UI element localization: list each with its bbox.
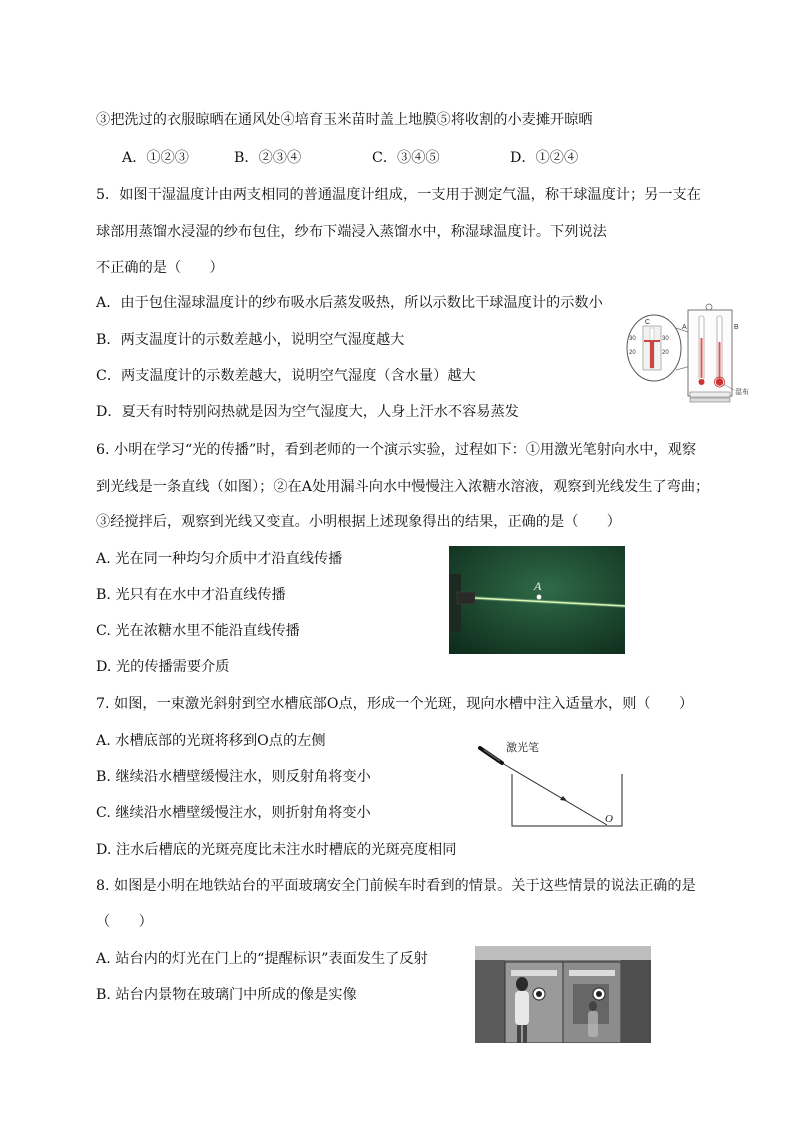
q5-option-b[interactable]: B．两支温度计的示数差越小，说明空气湿度越大: [96, 332, 405, 348]
q8-stem-1: 8. 如图是小明在地铁站台的平面玻璃安全门前候车时看到的情景。关于这些情景的说法正确的是: [96, 878, 696, 894]
water-tank-diagram: [476, 738, 626, 830]
q5-option-c[interactable]: C．两支温度计的示数差越大，说明空气湿度（含水量）越大: [96, 368, 476, 384]
hygro-label-b: B: [734, 324, 739, 331]
q4-option-a[interactable]: A．①②③: [122, 150, 189, 166]
laser-point-a-label: A: [534, 579, 542, 593]
q6-option-b[interactable]: B. 光只有在水中才沿直线传播: [96, 587, 286, 603]
subway-platform-photo: [475, 946, 651, 1043]
q4-option-c[interactable]: C．③④⑤: [372, 150, 440, 166]
q7-option-c[interactable]: C. 继续沿水槽壁缓慢注水，则折射角将变小: [96, 805, 371, 821]
q6-stem-1: 6. 小明在学习“光的传播”时，看到老师的一个演示实验，过程如下：①用激光笔射向水中，观察: [96, 442, 697, 458]
q5-stem-3: 不正确的是（ ）: [96, 260, 224, 276]
q6-option-a[interactable]: A. 光在同一种均匀介质中才沿直线传播: [96, 551, 343, 567]
text-line-q4-items: ③把洗过的衣服晾晒在通风处④培育玉米苗时盖上地膜⑤将收割的小麦摊开晾晒: [96, 112, 593, 128]
point-o-label: O: [605, 813, 613, 825]
q6-option-c[interactable]: C. 光在浓糖水里不能沿直线传播: [96, 623, 300, 639]
q5-stem-1: 5．如图干湿温度计由两支相同的普通温度计组成，一支用于测定气温，称干球温度计；另一支在: [96, 187, 701, 203]
q5-stem-2: 球部用蒸馏水浸湿的纱布包住，纱布下端浸入蒸馏水中，称湿球温度计。下列说法: [96, 224, 607, 240]
q5-option-d[interactable]: D．夏天有时特别闷热就是因为空气湿度大，人身上汗水不容易蒸发: [96, 404, 519, 420]
q4-option-b[interactable]: B．②③④: [234, 150, 302, 166]
q8-option-a[interactable]: A. 站台内的灯光在门上的“提醒标识”表面发生了反射: [96, 951, 428, 967]
laser-water-photo: [449, 546, 625, 654]
hygro-label-cloth: 湿布: [735, 388, 749, 396]
q6-stem-3: ③经搅拌后，观察到光线又变直。小明根据上述现象得出的结果，正确的是（ ）: [96, 514, 621, 530]
q7-stem: 7. 如图，一束激光斜射到空水槽底部O点，形成一个光斑，现向水槽中注入适量水，则（ ）: [96, 696, 694, 712]
hygro-tick-30-left: 30: [629, 336, 636, 342]
hygro-tick-20-left: 20: [629, 350, 636, 356]
hygrometer-figure: [624, 302, 754, 410]
q4-option-d[interactable]: D．①②④: [510, 150, 579, 166]
q5-option-a[interactable]: A．由于包住湿球温度计的纱布吸水后蒸发吸热，所以示数比干球温度计的示数小: [96, 295, 603, 311]
q6-option-d[interactable]: D. 光的传播需要介质: [96, 659, 230, 675]
q8-stem-2: （ ）: [96, 914, 153, 930]
q7-option-d[interactable]: D. 注水后槽底的光斑亮度比未注水时槽底的光斑亮度相同: [96, 842, 457, 858]
q6-stem-2: 到光线是一条直线（如图）；②在A处用漏斗向水中慢慢注入浓糖水溶液，观察到光线发生了弯曲；: [96, 479, 710, 495]
laser-pen-label: 激光笔: [506, 741, 539, 754]
hygro-tick-20-right: 20: [662, 350, 669, 356]
q7-option-a[interactable]: A. 水槽底部的光斑将移到O点的左侧: [96, 733, 326, 749]
hygro-label-a: A: [682, 324, 687, 331]
hygro-label-c: C: [645, 319, 651, 326]
q8-option-b[interactable]: B. 站台内景物在玻璃门中所成的像是实像: [96, 987, 357, 1003]
q7-option-b[interactable]: B. 继续沿水槽壁缓慢注水，则反射角将变小: [96, 769, 371, 785]
hygro-tick-30-right: 30: [662, 336, 669, 342]
